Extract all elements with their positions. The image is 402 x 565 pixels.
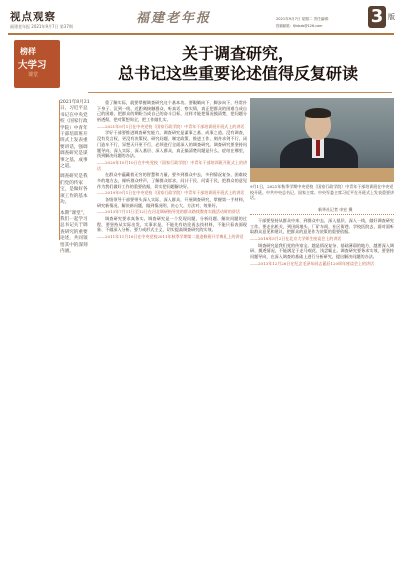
photo-caption: 9月1日，2021年秋季学期中央党校（国家行政学院）中青年干部培训班在中央党校开班。中共中央总书记、国家主席、中央军委主席习近平在开班式上发表重要讲话。 bbox=[250, 184, 394, 201]
sidebar-paragraph: 调查研究是我们党的传家宝，是做好各项工作的基本功。 bbox=[60, 174, 88, 206]
article-paragraph: 在群众中蕴藏着无穷的智慧和力量，要多到群众中去，多到情况复杂、困难较多的地方去，倾听群众呼声，了解群众诉求，问计于民、问需于民，把群众的意见作为我们做好工作的重要依据，切实把问题解决好。 bbox=[97, 172, 247, 189]
article-source: ——2021年9月1日在中央党校（国家行政学院）中青年干部培训班开班式上的讲话 bbox=[97, 123, 245, 129]
caption-divider bbox=[250, 214, 394, 215]
article-paragraph: 干部要坚持从群众中来、到群众中去，深入基层、深入一线，做好调查研究工作。要走出机关，到田间地头、厂矿车间、社区街巷、学校医院去，面对面听取群众意见和建议，把群众的意见作为决策的重要依据。 bbox=[250, 218, 394, 235]
column-logo-line2: 大学习 bbox=[18, 60, 47, 71]
article-column-a bbox=[97, 100, 247, 241]
headline-divider bbox=[88, 92, 392, 93]
page-number: 3 bbox=[368, 6, 386, 28]
column-logo-line3: 课堂 bbox=[28, 72, 39, 78]
article-source: ——2018年5月2日在北京大学师生座谈会上的讲话 bbox=[250, 236, 342, 242]
sidebar-paragraph: 2021年8月31日，习近平总书记在中央党校（国家行政学院）中青年干部培训班开班式上发表重要讲话，强调调查研究是谋事之基、成事之道。 bbox=[60, 100, 90, 170]
article-paragraph: 调查研究是我们党的传家宝。越是情况复杂、基础薄弱的地方，越要深入调研、摸透情况，不能满足于走马观花、浅尝辄止。调查研究要务求实效，要坚持问题导向，在深入调查的基础上进行分析研究，提出解决问题的办法。 bbox=[250, 242, 394, 260]
article-source: ——2013年12月26日在纪念毛泽东同志诞辰120周年座谈会上的讲话 bbox=[250, 260, 374, 266]
masthead: 福建老年报 bbox=[136, 11, 212, 26]
header-divider bbox=[8, 33, 394, 35]
photo-desk bbox=[250, 168, 394, 182]
page-label: 版 bbox=[388, 13, 395, 21]
headline bbox=[88, 44, 388, 84]
section-title: 视点观察 bbox=[10, 11, 56, 23]
issue-line: 福建老年报 2021年9月7日 第37期 bbox=[10, 24, 73, 29]
article-source: ——2013年7月11日至12日在河北调研指导党的群众路线教育实践活动时的讲话 bbox=[97, 209, 240, 215]
article-paragraph: 学好干部要推进调查研究能力，调查研究是谋事之基、成事之道。没有调查，没有发言权，更没有决策权。研究问题、制定政策、推进工作，刻舟求剑不行，闭门造车不行，异想天开更不行，必须进行全面深入的调查研究。调查研究要坚持问题导向，深入实际、深入基层、深入群众，真正搞清楚问题是什么、症结在哪里，找到解决问题的办法。 bbox=[97, 130, 247, 159]
news-photo bbox=[250, 98, 394, 182]
sidebar-paragraph: 本期“课堂”，我们一起学习总书记关于调查研究的重要论述，共同领悟其中的深刻内涵。 bbox=[60, 210, 88, 254]
article-source: ——2011年11月16日在中央党校2011年秋季学期第二批进修班开学典礼上的讲话 bbox=[97, 233, 244, 239]
photo-hair bbox=[305, 108, 331, 118]
article-paragraph: 调查研究要求真务实。调查研究是一个发现问题、分析问题、解决问题的过程，要坚持从实际出发，实事求是，不能先有结论再去找材料，不能只看表面现象、不做深入分析。要力戒形式主义，切实提高调查研究的实效。 bbox=[97, 215, 247, 233]
sidebar-intro bbox=[60, 100, 92, 259]
column-logo-line1: 榜样 bbox=[20, 46, 36, 56]
date-line: 2021年9月7日 星期二 责任编辑： bbox=[276, 17, 332, 21]
article-paragraph: 各级领导干部要带头深入实际，深入群众，开展调查研究，掌握第一手材料，研究新情况、解决新问题，做到情况明、决心大、方法对、效果好。 bbox=[97, 196, 247, 208]
article-column-b bbox=[250, 218, 394, 267]
column-logo bbox=[14, 40, 60, 88]
article-source: ——2019年9月1日在中央党校（国家行政学院）中青年干部培训班开班式上的讲话 bbox=[97, 190, 245, 196]
article-paragraph: 重了解实际，就要掌握调查研究这个基本功。要眼睛向下、脚步向下，经常扑下身子、沉到一线，近距离接触群众，听真话、察实情，真正把群众的困难当成自己的困难，把群众的期盼当成自己的奋斗目标，这样才能把情况摸清楚，把问题分析透彻，把对策想周全，把工作做扎实。 bbox=[97, 100, 247, 123]
page-header bbox=[8, 4, 394, 32]
headline-line2: 总书记这些重要论述值得反复研读 bbox=[117, 64, 358, 83]
photo-credit: 新华社记者 申宏 摄 bbox=[318, 207, 353, 212]
email-line: 投稿邮箱：fjlnbzb@126.com bbox=[276, 24, 323, 28]
headline-line1: 关于调查研究， bbox=[181, 44, 294, 63]
article-source: ——2020年10月10日在中央党校（国家行政学院）中青年干部培训班开班式上的讲话 bbox=[97, 159, 247, 171]
photo-tie bbox=[316, 140, 320, 156]
